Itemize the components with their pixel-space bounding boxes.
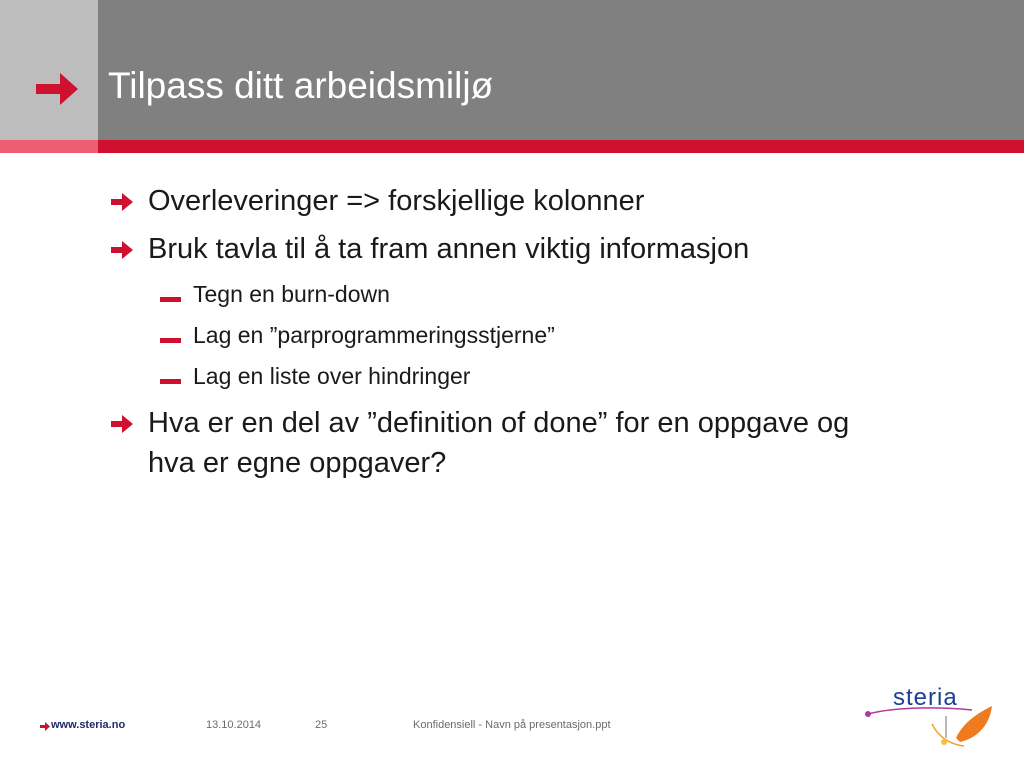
bullet-item: Bruk tavla til å ta fram annen viktig informasjon bbox=[148, 233, 750, 265]
right-arrow-icon bbox=[40, 722, 50, 731]
slide-title: Tilpass ditt arbeidsmiljø bbox=[108, 65, 494, 106]
steria-logo-text: steria bbox=[893, 684, 958, 711]
page-number: 25 bbox=[315, 719, 328, 731]
dash-icon bbox=[160, 379, 181, 384]
dash-icon bbox=[160, 297, 181, 302]
right-arrow-icon bbox=[110, 240, 134, 260]
sub-bullet-item: Lag en liste over hindringer bbox=[193, 363, 471, 389]
footer-date: 13.10.2014 bbox=[206, 719, 262, 731]
footer-confidential-note: Konfidensiell - Navn på presentasjon.ppt bbox=[413, 719, 611, 731]
sub-bullet-item: Lag en ”parprogrammeringsstjerne” bbox=[193, 322, 555, 348]
sub-bullet-item: Tegn en burn-down bbox=[193, 281, 390, 307]
right-arrow-icon bbox=[110, 414, 134, 434]
dash-icon bbox=[160, 338, 181, 343]
bullet-item: Hva er en del av ”definition of done” for en oppgave og bbox=[148, 407, 850, 439]
bullet-item-continuation: hva er egne oppgaver? bbox=[148, 447, 447, 479]
right-arrow-icon bbox=[110, 192, 134, 212]
footer-url-link[interactable]: www.steria.no bbox=[51, 719, 126, 731]
bullet-item: Overleveringer => forskjellige kolonner bbox=[148, 185, 645, 217]
